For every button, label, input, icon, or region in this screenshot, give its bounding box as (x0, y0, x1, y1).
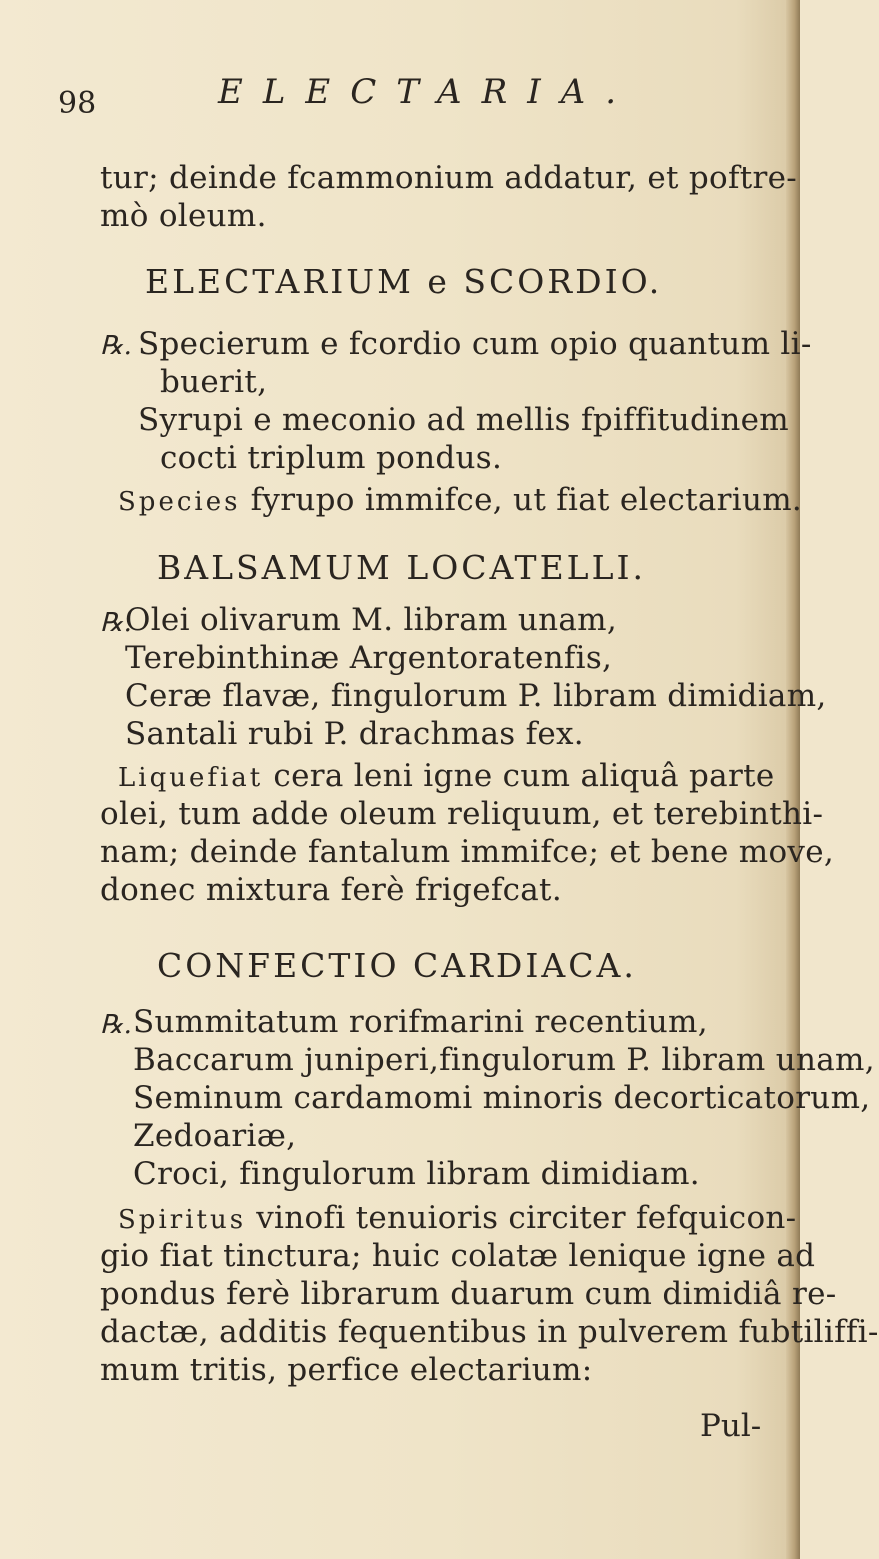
instruction-line: mum tritis, perfice electarium: (100, 1352, 593, 1388)
recipe-symbol: ℞. (100, 331, 133, 361)
recipe-symbol: ℞. (100, 1010, 133, 1040)
section-title: CONFECTIO CARDIACA. (157, 946, 637, 985)
ingredient-line: Baccarum juniperi,fingulorum P. libram unam, (133, 1042, 875, 1078)
page-number: 98 (58, 86, 97, 121)
section-title: BALSAMUM LOCATELLI. (157, 548, 647, 587)
ingredient-line: Specierum e fcordio cum opio quantum li- (138, 326, 812, 362)
ingredient-line: Olei olivarum M. libram unam, (125, 602, 617, 638)
ingredient-line: Croci, fingulorum libram dimidiam. (133, 1156, 700, 1192)
instruction-line: donec mixtura ferè frigefcat. (100, 872, 562, 908)
catchword: Pul- (700, 1408, 762, 1444)
ingredient-line: Summitatum rorifmarini recentium, (133, 1004, 708, 1040)
instruction-line: dactæ, additis fequentibus in pulverem fubtiliffi- (100, 1314, 879, 1350)
instruction-line: pondus ferè librarum duarum cum dimidiâ re- (100, 1276, 837, 1312)
text-line: mò oleum. (100, 198, 267, 234)
instruction-text: cera leni igne cum aliquâ parte (273, 758, 775, 794)
instruction-line: gio fiat tinctura; huic colatæ lenique igne ad (100, 1238, 816, 1274)
recipe-symbol: ℞. (100, 608, 133, 638)
section-title: ELECTARIUM e SCORDIO. (145, 262, 663, 301)
ingredient-line: Terebinthinæ Argentoratenfis, (125, 640, 613, 676)
ingredient-line: Ceræ flavæ, fingulorum P. libram dimidiam, (125, 678, 827, 714)
instruction-lead: Spiritus (118, 1205, 247, 1235)
instruction-lead: Species (118, 487, 241, 517)
instruction-line (118, 758, 774, 794)
instruction-line (118, 1200, 796, 1236)
ingredient-line: Zedoariæ, (133, 1118, 297, 1154)
instruction-text: fyrupo immifce, ut fiat electarium. (250, 482, 803, 518)
ingredient-line: buerit, (160, 364, 268, 400)
text-line: tur; deinde fcammonium addatur, et poftre- (100, 160, 798, 196)
instruction-lead: Liquefiat (118, 763, 264, 793)
running-title: ELECTARIA. (218, 72, 636, 112)
instruction-line: olei, tum adde oleum reliquum, et terebinthi- (100, 796, 824, 832)
instruction-line: nam; deinde fantalum immifce; et bene move, (100, 834, 835, 870)
ingredient-line: Santali rubi P. drachmas fex. (125, 716, 584, 752)
ingredient-line: cocti triplum pondus. (160, 440, 503, 476)
instruction-line (118, 482, 802, 518)
instruction-text: vinofi tenuioris circiter fefquicon- (256, 1200, 797, 1236)
ingredient-line: Syrupi e meconio ad mellis fpiffitudinem (138, 402, 789, 438)
ingredient-line: Seminum cardamomi minoris decorticatorum, (133, 1080, 871, 1116)
